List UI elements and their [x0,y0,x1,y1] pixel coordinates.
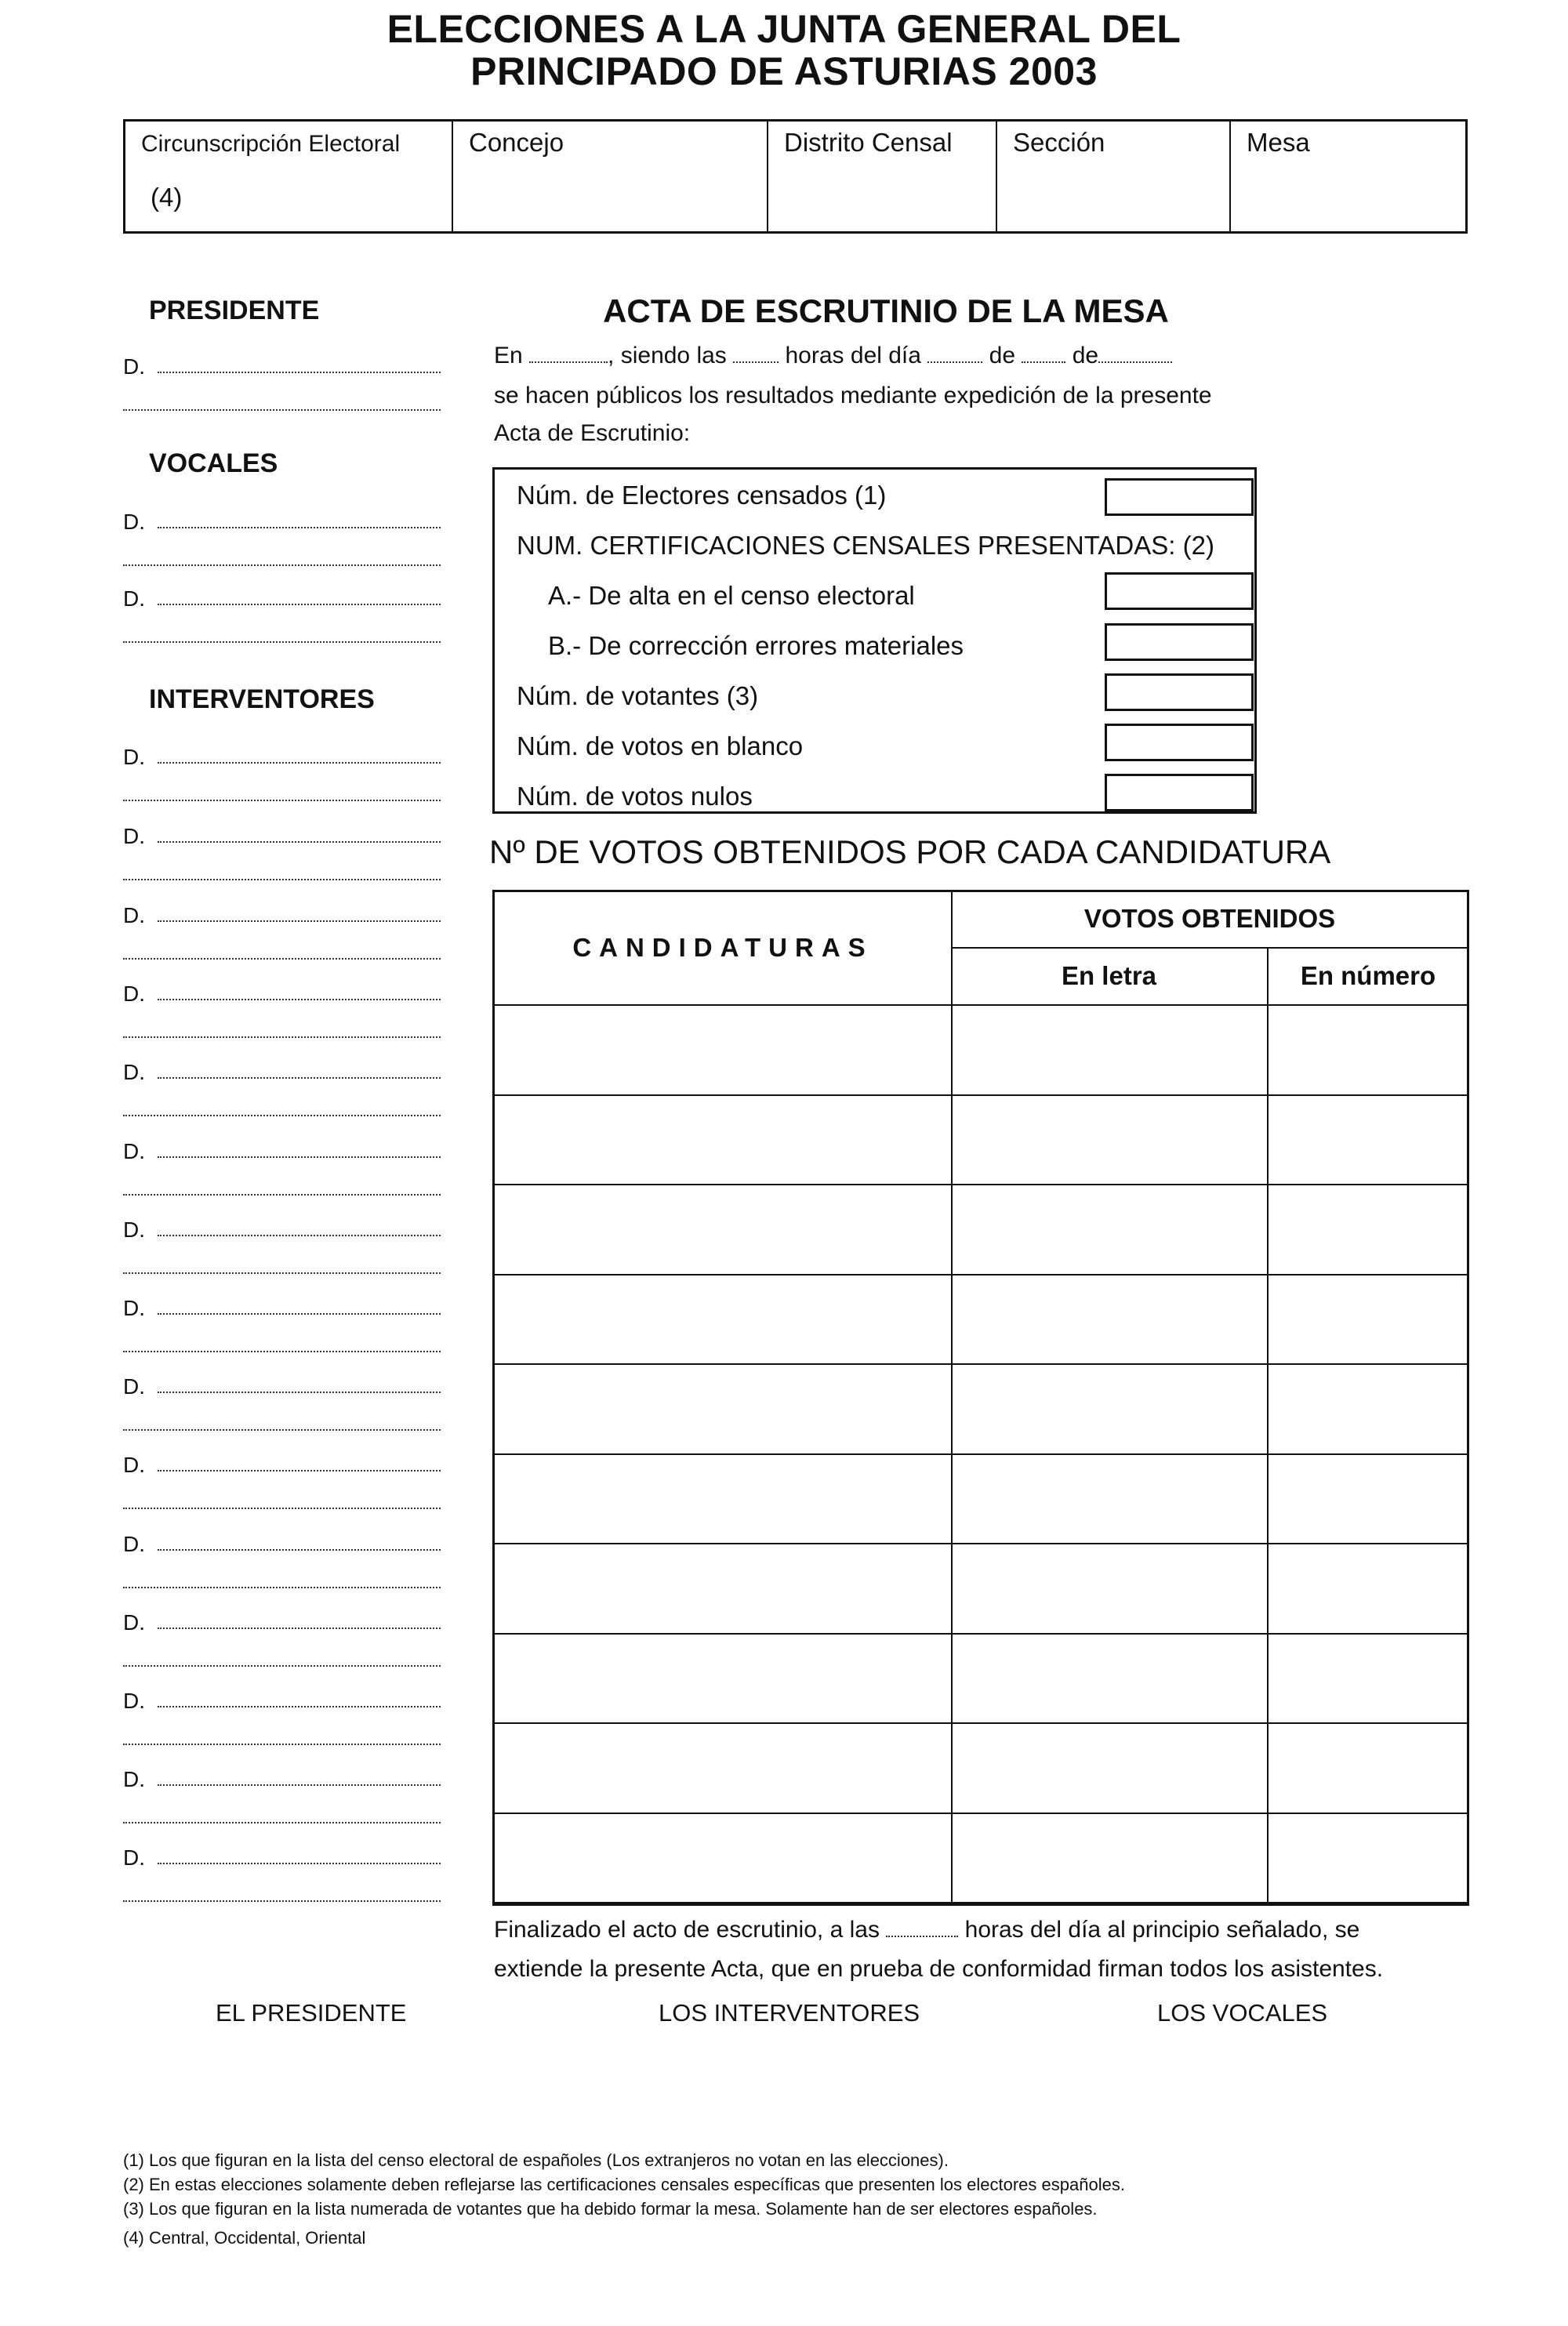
sign-presidente: EL PRESIDENTE [216,1999,407,2027]
signatory-line[interactable] [123,510,441,536]
table-row[interactable] [495,1543,1467,1544]
electores-label: Núm. de Electores censados (1) [517,481,887,510]
form-title-line2: PRINCIPADO DE ASTURIAS 2003 [470,49,1098,93]
circunscripcion-note: (4) [151,183,183,212]
d-prefix: D. [123,1532,145,1556]
hora-field[interactable] [733,358,779,363]
electores-input[interactable] [1105,478,1254,516]
col-en-letra: En letra [1061,961,1157,990]
signatory-line[interactable] [123,1532,441,1559]
signatory-line[interactable] [123,982,441,1008]
name-dotted-line [158,1077,441,1079]
alta-label: A.- De alta en el censo electoral [548,581,915,610]
name-dotted-line-2 [123,800,441,801]
dia-field[interactable] [927,358,982,363]
mesa-cell[interactable] [1231,122,1465,231]
table-row[interactable] [495,1184,1467,1185]
table-header-divider [495,1004,1467,1006]
concejo-label: Concejo [469,128,564,157]
sign-interventores: LOS INTERVENTORES [659,1999,920,2027]
blanco-input[interactable] [1105,724,1254,761]
table-row[interactable] [495,1813,1467,1814]
d-prefix: D. [123,1296,145,1320]
d-prefix: D. [123,824,145,848]
name-dotted-line-2 [123,1115,441,1116]
acta-de1: de [989,343,1016,368]
signatory-line[interactable] [123,1610,441,1637]
table-row-divider [951,947,1467,949]
signatory-line[interactable] [123,1296,441,1323]
name-dotted-line [158,999,441,1000]
seccion-label: Sección [1013,128,1105,157]
name-dotted-line-2 [123,1900,441,1902]
name-dotted-line [158,762,441,764]
name-dotted-line [158,1235,441,1236]
acta-line3: Acta de Escrutinio: [494,420,691,446]
acta-line2: se hacen públicos los resultados mediante expedición de la presente [494,383,1212,408]
table-row[interactable] [495,1363,1467,1365]
candidaturas-table [492,890,1469,1906]
name-dotted-line [158,1313,441,1315]
table-row[interactable] [495,1902,1467,1903]
sign-vocales: LOS VOCALES [1157,1999,1328,2027]
d-prefix: D. [123,586,145,611]
location-table [123,119,1468,234]
name-dotted-line-2 [123,1822,441,1823]
name-dotted-line-2 [123,564,441,566]
acta-horas-del-dia: horas del día [785,343,921,368]
table-col-divider [951,892,953,1903]
signatory-line[interactable] [123,354,441,381]
name-dotted-line-2 [123,1508,441,1509]
d-prefix: D. [123,1139,145,1163]
name-dotted-line-2 [123,1351,441,1352]
col-candidaturas: CANDIDATURAS [572,933,873,962]
circunscripcion-cell[interactable] [125,122,453,231]
name-dotted-line-2 [123,1587,441,1588]
name-dotted-line-2 [123,1272,441,1274]
signatory-line[interactable] [123,824,441,851]
d-prefix: D. [123,1060,145,1084]
name-dotted-line-2 [123,1665,441,1667]
signatory-line[interactable] [123,903,441,930]
signatory-line[interactable] [123,1689,441,1715]
nulos-input[interactable] [1105,774,1254,811]
name-dotted-line-2 [123,958,441,960]
name-dotted-line-2 [123,1036,441,1038]
acta-siendo-las: , siendo las [608,343,727,368]
closing-line2: extiende la presente Acta, que en prueba de conformidad firman todos los asistentes. [494,1956,1384,1982]
d-prefix: D. [123,903,145,927]
table-row[interactable] [495,1453,1467,1455]
name-dotted-line [158,1863,441,1864]
d-prefix: D. [123,354,145,379]
circunscripcion-label: Circunscripción Electoral [141,131,401,157]
name-dotted-line [158,920,441,922]
counts-box [492,467,1257,814]
lugar-field[interactable] [529,358,608,363]
d-prefix: D. [123,745,145,769]
mesa-label: Mesa [1247,128,1310,157]
name-dotted-line [158,527,441,528]
anio-field[interactable] [1098,358,1172,363]
signatory-line[interactable] [123,1374,441,1401]
signatory-line[interactable] [123,1767,441,1794]
table-col-divider [1267,947,1269,1903]
concejo-cell[interactable] [453,122,768,231]
signatory-line[interactable] [123,1139,441,1166]
table-row[interactable] [495,1722,1467,1724]
closing-hora-field[interactable] [886,1932,958,1937]
d-prefix: D. [123,1453,145,1477]
correccion-input[interactable] [1105,623,1254,661]
table-row[interactable] [495,1633,1467,1635]
signatory-line[interactable] [123,1060,441,1087]
name-dotted-line-2 [123,1744,441,1745]
closing-line1 [494,1917,1359,1943]
name-dotted-line [158,1627,441,1629]
d-prefix: D. [123,1689,145,1713]
d-prefix: D. [123,1610,145,1635]
name-dotted-line [158,1706,441,1707]
closing-line1-b: horas del día al principio señalado, se [964,1917,1360,1943]
name-dotted-line [158,1784,441,1786]
closing-line1-a: Finalizado el acto de escrutinio, a las [494,1917,880,1943]
name-dotted-line-2 [123,879,441,880]
name-dotted-line [158,1549,441,1551]
col-en-numero: En número [1300,961,1436,990]
table-row[interactable] [495,1274,1467,1275]
footnote-4: (4) Central, Occidental, Oriental [123,2228,366,2248]
d-prefix: D. [123,1374,145,1399]
name-dotted-line-2 [123,409,441,411]
d-prefix: D. [123,510,145,534]
name-dotted-line [158,372,441,373]
distrito-label: Distrito Censal [784,128,953,157]
votantes-label: Núm. de votantes (3) [517,681,759,710]
distrito-cell[interactable] [768,122,997,231]
name-dotted-line [158,1470,441,1471]
d-prefix: D. [123,1845,145,1870]
acta-de2: de [1072,343,1099,368]
signatory-line[interactable] [123,1845,441,1872]
name-dotted-line [158,604,441,605]
acta-en: En [494,343,523,368]
col-votos-obtenidos: VOTOS OBTENIDOS [1083,904,1336,933]
correccion-label: B.- De corrección errores materiales [548,631,964,660]
interventores-heading: INTERVENTORES [149,684,375,714]
acta-line1 [494,343,1172,369]
certificaciones-label: NUM. CERTIFICACIONES CENSALES PRESENTADAS: (2) [517,531,1214,560]
votantes-input[interactable] [1105,673,1254,711]
d-prefix: D. [123,982,145,1006]
table-row[interactable] [495,1094,1467,1096]
name-dotted-line [158,841,441,843]
signatory-line[interactable] [123,745,441,771]
form-title-line1: ELECCIONES A LA JUNTA GENERAL DEL [387,7,1181,51]
seccion-cell[interactable] [997,122,1231,231]
vocales-heading: VOCALES [149,448,278,478]
d-prefix: D. [123,1217,145,1242]
footnotes [123,2148,1125,2250]
name-dotted-line [158,1156,441,1158]
d-prefix: D. [123,1767,145,1791]
votes-heading: Nº DE VOTOS OBTENIDOS POR CADA CANDIDATURA [489,833,1331,870]
footnote-1: (1) Los que figuran en la lista del censo electoral de españoles (Los extranjeros no votan en las elecciones). [123,2150,949,2170]
name-dotted-line-2 [123,1429,441,1431]
acta-title: ACTA DE ESCRUTINIO DE LA MESA [603,292,1169,329]
signatory-line[interactable] [123,1217,441,1244]
presidente-heading: PRESIDENTE [149,296,320,325]
name-dotted-line-2 [123,641,441,643]
alta-input[interactable] [1105,572,1254,610]
footnote-3: (3) Los que figuran en la lista numerada de votantes que ha debido formar la mesa. Solamente han de ser electores españoles. [123,2199,1098,2219]
name-dotted-line-2 [123,1194,441,1196]
footnote-2: (2) En estas elecciones solamente deben reflejarse las certificaciones censales específicas que presenten los electores españoles. [123,2175,1125,2194]
name-dotted-line [158,1392,441,1393]
signatory-line[interactable] [123,1453,441,1479]
blanco-label: Núm. de votos en blanco [517,731,804,760]
nulos-label: Núm. de votos nulos [517,782,753,811]
mes-field[interactable] [1022,358,1065,363]
signatory-line[interactable] [123,586,441,613]
